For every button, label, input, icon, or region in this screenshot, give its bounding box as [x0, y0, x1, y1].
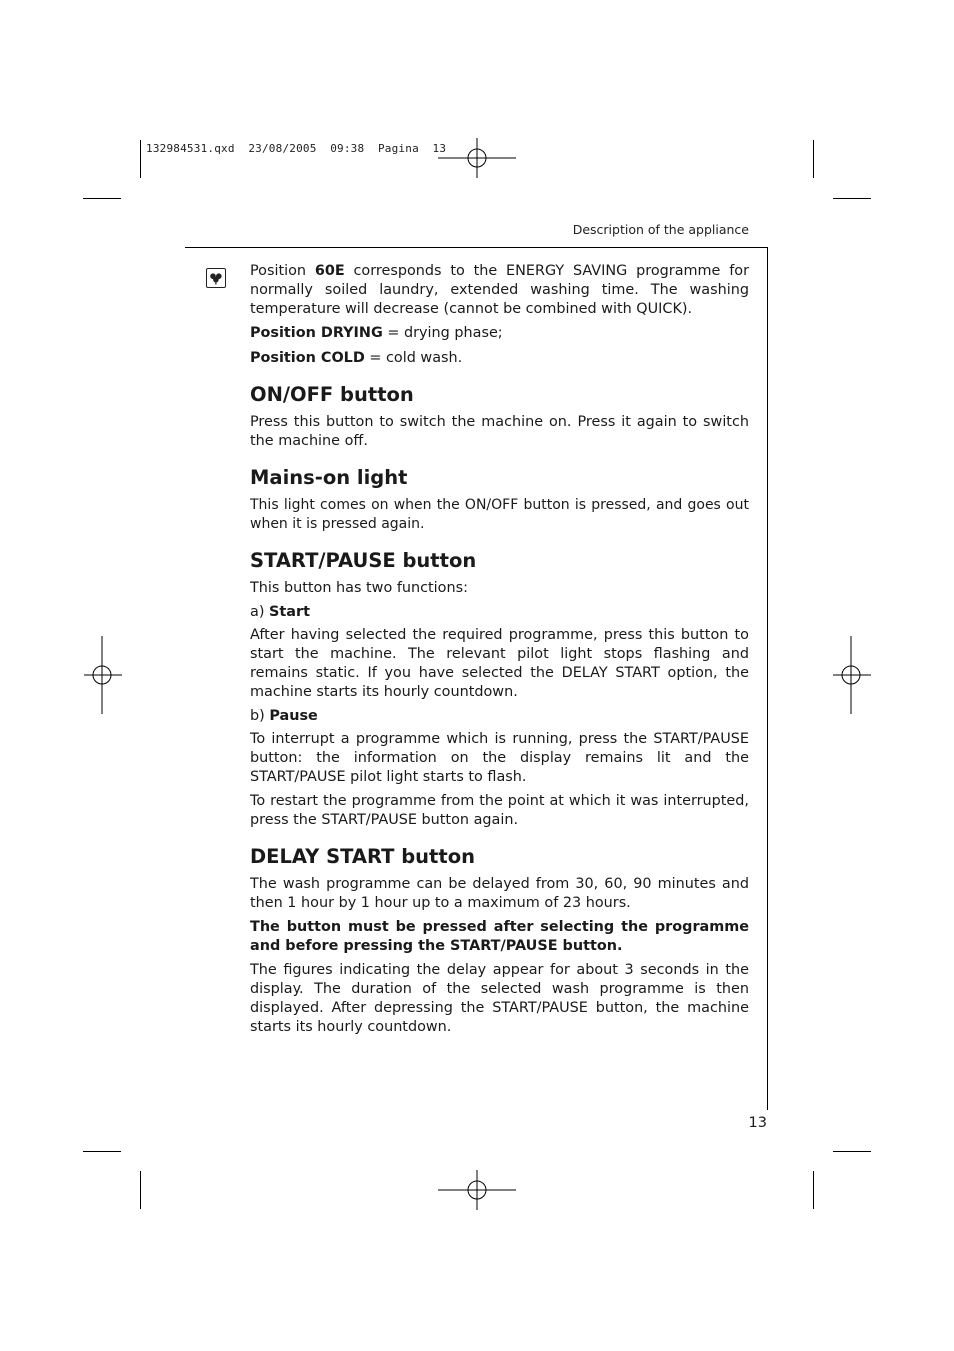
delay-section [250, 845, 749, 1037]
delay-text-2: The figures indicating the delay appear for about 3 seconds in the display. The duration of the selected wash programme is then displayed. After depressing the START/PAUSE button, the machine starts its hourly countdown. [250, 962, 749, 1035]
mains-text: This light comes on when the ON/OFF button is pressed, and goes out when it is pressed again. [250, 497, 749, 532]
crop-mark [83, 1151, 121, 1152]
start-label: a) Start [250, 604, 310, 620]
crop-mark [813, 140, 814, 178]
crop-mark [140, 140, 141, 178]
registration-mark-top [438, 132, 518, 180]
crop-mark [813, 1171, 814, 1209]
header-rule [185, 247, 768, 248]
crop-mark [83, 198, 121, 199]
section-title: Description of the appliance [572, 222, 749, 237]
registration-mark-bottom [438, 1170, 518, 1212]
mains-heading: Mains-on light [250, 466, 408, 489]
start-text: After having selected the required programme, press this button to start the machine. The relevant pilot light stops flashing and remains static. If you have selected the DELAY START option, the machine starts its hourly countdown. [250, 627, 749, 700]
cold-position: Position COLD = cold wash. [250, 350, 463, 366]
pause-text-1: To interrupt a programme which is running, press the START/PAUSE button: the information on the display remains lit and the START/PAUSE pilot light starts to flash. [250, 731, 749, 785]
leaf-icon [206, 268, 226, 288]
pause-text-2: To restart the programme from the point at which it was interrupted, press the START/PAUSE button again. [250, 793, 749, 828]
intro-paragraph: Position 60E corresponds to the ENERGY SAVING programme for normally soiled laundry, extended washing time. The washing temperature will decrease (cannot be combined with QUICK). [250, 263, 749, 317]
startpause-intro: This button has two functions: [250, 580, 468, 596]
registration-mark-left [82, 636, 124, 716]
registration-mark-right [831, 636, 873, 716]
drying-position: Position DRYING = drying phase; [250, 325, 503, 341]
onoff-section [250, 383, 749, 451]
delay-heading: DELAY START button [250, 845, 475, 868]
crop-mark [140, 1171, 141, 1209]
print-slug: 132984531.qxd 23/08/2005 09:38 Pagina 13 [146, 142, 447, 155]
startpause-section [250, 549, 749, 830]
crop-mark [833, 1151, 871, 1152]
onoff-heading: ON/OFF button [250, 383, 414, 406]
onoff-text: Press this button to switch the machine on. Press it again to switch the machine off. [250, 414, 749, 449]
crop-mark [833, 198, 871, 199]
mains-section [250, 466, 749, 534]
delay-warning: The button must be pressed after selecting the programme and before pressing the START/PAUSE button. [250, 919, 749, 954]
right-rule [767, 247, 768, 1110]
main-content [250, 262, 749, 1042]
pause-label: b) Pause [250, 708, 318, 724]
page-number: 13 [748, 1115, 767, 1131]
startpause-heading: START/PAUSE button [250, 549, 477, 572]
delay-text-1: The wash programme can be delayed from 30, 60, 90 minutes and then 1 hour by 1 hour up to a maximum of 23 hours. [250, 876, 749, 911]
